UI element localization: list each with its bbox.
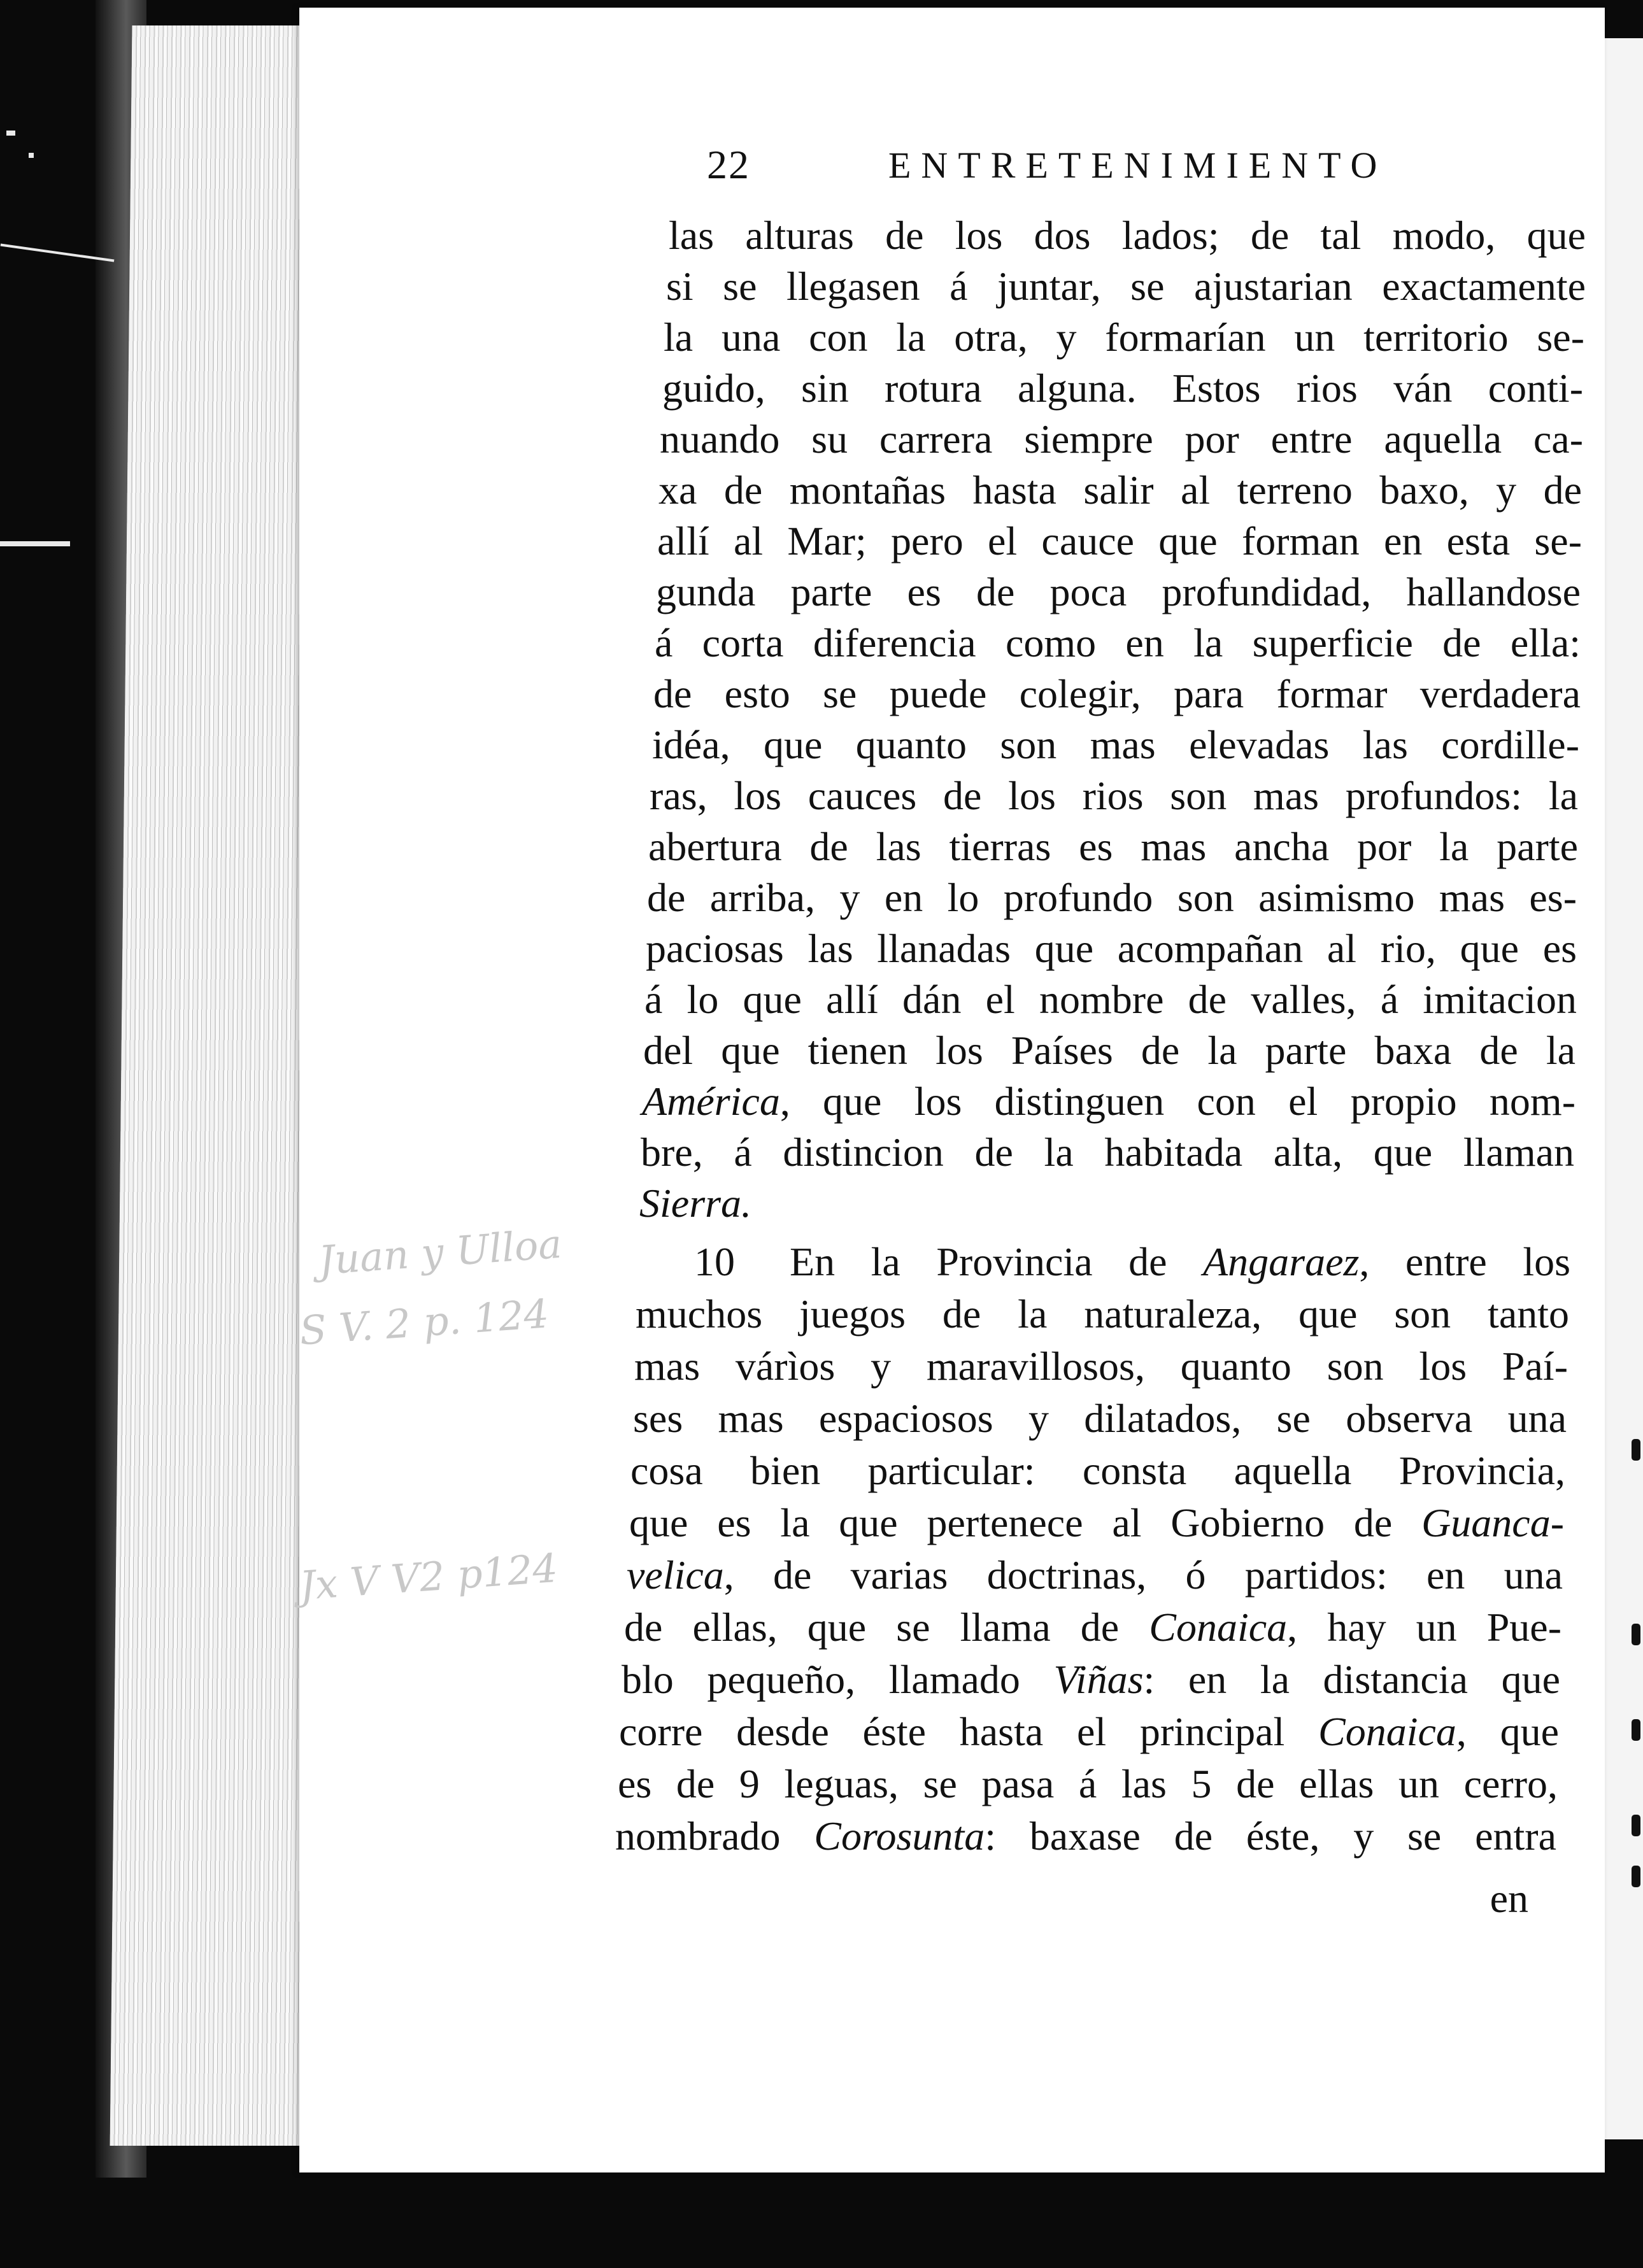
text-fragment: corre desde éste hasta el principal (619, 1709, 1319, 1754)
text-line (624, 1607, 1561, 1648)
text-line: xa de montañas hasta salir al terreno baxo, y de (658, 467, 1582, 513)
italic-place-name: Conaica (1149, 1605, 1288, 1650)
italic-place-name: Conaica (1318, 1709, 1456, 1754)
text-line: mas várìos y maravillosos, quanto son los Paí- (634, 1343, 1568, 1389)
text-fragment: : en la distancia que (1143, 1657, 1561, 1702)
italic-place-name: América (642, 1079, 780, 1124)
italic-place-name: Corosunta (814, 1813, 985, 1859)
page-number: 22 (707, 142, 750, 187)
text-line (619, 1709, 1560, 1754)
text-line: la una con la otra, y formarían un territorio se- (664, 315, 1584, 360)
text-fragment: , que los distinguen con el propio nom- (779, 1079, 1575, 1124)
text-fragment: que es la que pertenece al Gobierno de (629, 1500, 1422, 1545)
text-line (622, 1659, 1560, 1700)
text-fragment: En la Provincia de (790, 1239, 1204, 1284)
text-line (629, 1500, 1564, 1545)
text-line: gunda parte es de poca profundidad, hallandose (656, 569, 1581, 614)
text-line: las alturas de los dos lados; de tal modo, que (669, 213, 1586, 258)
text-line: á lo que allí dán el nombre de valles, á imitacion (644, 977, 1577, 1022)
text-line: abertura de las tierras es mas ancha por la parte (648, 824, 1578, 869)
text-line: allí al Mar; pero el cauce que forman en esta se- (657, 518, 1582, 563)
text-line: del que tienen los Países de la parte baxa de la (643, 1028, 1575, 1073)
text-line: muchos juegos de la naturaleza, que son tanto (636, 1291, 1569, 1336)
paragraph-number: 10 (694, 1239, 735, 1284)
italic-place-name: Sierra. (639, 1180, 751, 1226)
text-fragment: , entre los (1359, 1239, 1571, 1284)
italic-place-name: Angaraez (1203, 1239, 1360, 1284)
catchword: en (1490, 1876, 1528, 1921)
running-head: ENTRETENIMIENTO (888, 145, 1388, 186)
text-line (790, 1239, 1571, 1284)
pencil-annotation: S V. 2 p. 124 (297, 1290, 551, 1354)
text-line: paciosas las llanadas que acompañan al rio, que es (646, 926, 1577, 971)
italic-place-name: Viñas (1053, 1657, 1144, 1702)
text-line (615, 1813, 1557, 1859)
text-line: si se llegasen á juntar, se ajustarian exactamente (666, 264, 1586, 309)
text-line: de arriba, y en lo profundo son asimismo mas es- (647, 875, 1577, 920)
text-fragment: , hay un Pue- (1287, 1605, 1562, 1650)
text-line: idéa, que quanto son mas elevadas las cordille- (652, 722, 1579, 767)
text-line: es de 9 leguas, se pasa á las 5 de ellas un cerro, (618, 1761, 1558, 1806)
text-line (642, 1081, 1575, 1122)
text-line (639, 1180, 1573, 1226)
text-fragment: nombrado (615, 1813, 814, 1859)
text-line: de esto se puede colegir, para formar verdadera (653, 671, 1581, 716)
text-line: nuando su carrera siempre por entre aquella ca- (660, 416, 1583, 462)
text-line: ses mas espaciosos y dilatados, se observa una (633, 1396, 1567, 1441)
text-fragment: de ellas, que se llama de (624, 1605, 1149, 1650)
pencil-annotation: Jx V V2 p124 (297, 1544, 560, 1610)
pencil-annotation: Juan y Ulloa (317, 1220, 564, 1284)
text-line: á corta diferencia como en la superficie de ella: (655, 620, 1581, 665)
text-line: cosa bien particular: consta aquella Provincia, (630, 1448, 1565, 1493)
text-fragment: blo pequeño, llamado (622, 1657, 1054, 1702)
text-fragment: , de varias doctrinas, ó partidos: en una (723, 1552, 1563, 1598)
italic-place-name: Guanca- (1421, 1500, 1564, 1545)
text-fragment: , que (1456, 1709, 1560, 1754)
text-line: bre, á distincion de la habitada alta, que llaman (641, 1130, 1574, 1175)
text-line: ras, los cauces de los rios son mas profundos: la (650, 773, 1578, 818)
text-line: guido, sin rotura alguna. Estos rios ván conti- (662, 365, 1583, 411)
text-line (627, 1552, 1563, 1598)
text-fragment: : baxase de éste, y se entra (985, 1813, 1557, 1859)
italic-place-name: velica (627, 1552, 724, 1598)
